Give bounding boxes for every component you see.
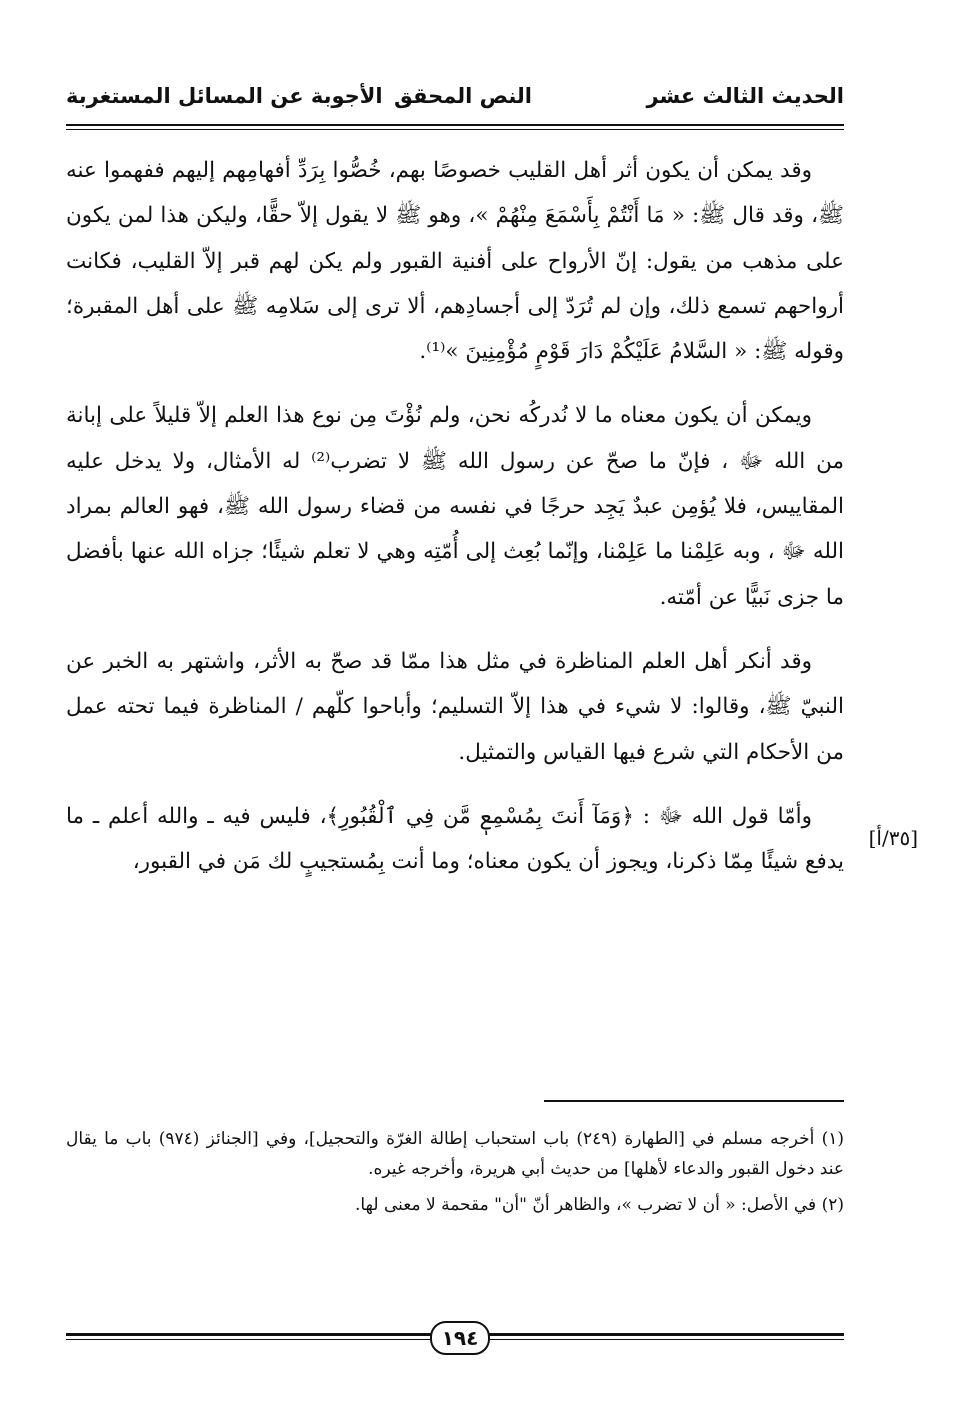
paragraph-2: ويمكن أن يكون معناه ما لا نُدركُه نحن، ولم نُؤْتَ مِن نوع هذا العلم إلاّ قليلاً على إبانة من الله ﷻ ، فإنّ ما صحّ عن رسول الله ﷺ لا تضرب⁽²⁾ له الأمثال، ولا يدخل عليه المقاييس، فلا يُؤمِن عبدٌ يَجِد حرجًا في نفسه من قضاء رسول الله ﷺ، فهو العالم بمراد الله ﷻ ، وبه عَلِمْنا ما عَلِمْنا، وإنّما بُعِث إلى أُمّتِه وهي لا تعلم شيئًا؛ جزاه الله عنها بأفضل ما جزى نَبيًّا عن أمّته.	[66, 403, 845, 610]
header-rule	[66, 124, 844, 130]
margin-folio-marker: [٣٥/أ]	[868, 826, 918, 850]
header-book-title: الأجوبة عن المسائل المستغربة	[66, 84, 383, 108]
header-chapter-title: الحديث الثالث عشر	[646, 84, 844, 108]
paragraph-3: وقد أنكر أهل العلم المناظرة في مثل هذا ممّا قد صحّ به الأثر، واشتهر به الخبر عن النبيّ ﷺ، وقالوا: لا شيء في هذا إلاّ التسليم؛ وأباحوا كلّهم / المناظرة فيما تحته عمل من الأحكام التي شرع فيها القياس والتمثيل.	[66, 648, 844, 765]
footnote-1: (١) أخرجه مسلم في [الطهارة (٢٤٩) باب استحباب إطالة الغرّة والتحجيل]، وفي [الجنائز (٩٧٤) باب ما يقال عند دخول القبور والدعاء لأهلها] من حديث أبي هريرة، وأخرجه غيره.	[66, 1129, 844, 1179]
running-header	[66, 80, 844, 120]
paragraph-4: وأمّا قول الله ﷻ : ﴿وَمَآ أَنتَ بِمُسْمِعٖ مَّن فِي ٱلْقُبُورِ﴾، فليس فيه ـ والله أعلم ـ ما يدفع شيئًا مِمّا ذكرنا، ويجوز أن يكون معناه؛ وما أنت بِمُستجيبٍ لك مَن في القبور،	[66, 803, 844, 875]
footnotes	[66, 1124, 844, 1226]
paragraph-1: وقد يمكن أن يكون أثر أهل القليب خصوصًا بهم، خُصُّوا بِرَدِّ أفهامِهم إليهم ففهموا عنه ﷺ، وقد قال ﷺ: « مَا أَنْتُمْ بِأَسْمَعَ مِنْهُمْ »، وهو ﷺ لا يقول إلاّ حقًّا، وليكن هذا لمن يكون على مذهب من يقول: إنّ الأرواح على أفنية القبور ولم يكن لهم قبر إلاّ القليب، فكانت أرواحهم تسمع ذلك، وإن لم تُرَدّ إلى أجسادِهم، ألا ترى إلى سَلامِه ﷺ على أهل المقبرة؛ وقوله ﷺ: « السَّلامُ عَلَيْكُمْ دَارَ قَوْمٍ مُؤْمِنِينَ »⁽¹⁾.	[66, 158, 844, 365]
body-text	[66, 148, 844, 903]
page-number: ١٩٤	[430, 1321, 490, 1355]
header-section-title: النص المحقق	[394, 84, 532, 108]
footnote-2: (٢) في الأصل: « أن لا تضرب »، والظاهر أنّ "أن" مقحمة لا معنى لها.	[354, 1195, 844, 1215]
footnote-separator	[544, 1100, 844, 1102]
